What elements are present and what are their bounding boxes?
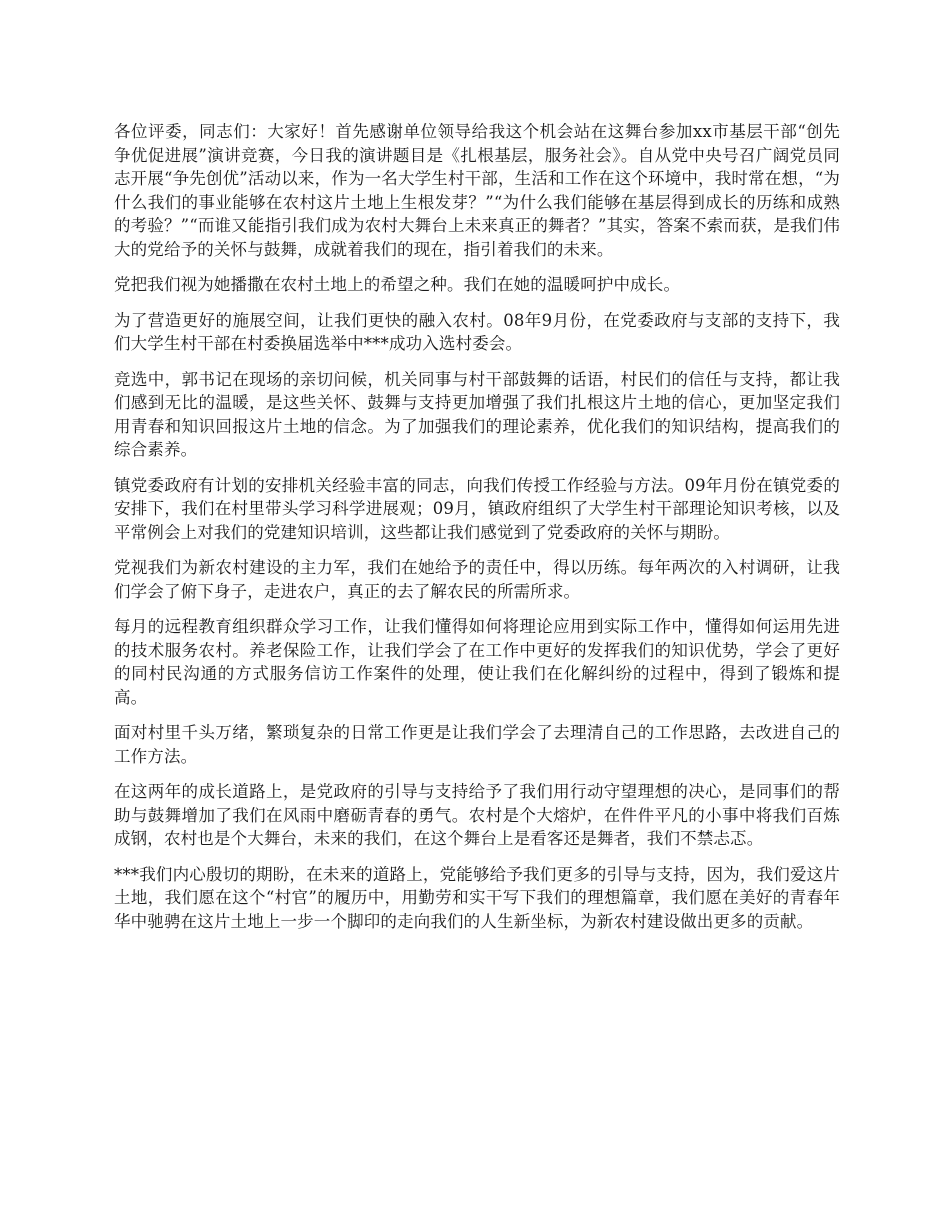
paragraph-3: 为了营造更好的施展空间，让我们更快的融入农村。08年9月份，在党委政府与支部的支持下，我们大学生村干部在村委换届选举中***成功入选村委会。 <box>114 310 840 353</box>
paragraph-7: 每月的远程教育组织群众学习工作，让我们懂得如何将理论应用到实际工作中，懂得如何运用先进的技术服务农村。养老保险工作，让我们学会了在工作中更好的发挥我们的知识优势，学会了更好的同村民沟通的方式服务信访工作案件的处理，使让我们在化解纠纷的过程中，得到了锻炼和提高。 <box>114 617 840 707</box>
paragraph-5: 镇党委政府有计划的安排机关经验丰富的同志，向我们传授工作经验与方法。09年月份在镇党委的安排下，我们在村里带头学习科学进展观；09月，镇政府组织了大学生村干部理论知识考核，以及平常例会上对我们的党建知识培训，这些都让我们感觉到了党委政府的关怀与期盼。 <box>114 475 840 542</box>
paragraph-1: 各位评委，同志们：大家好！首先感谢单位领导给我这个机会站在这舞台参加xx市基层干部“创先争优促进展”演讲竞赛，今日我的演讲题目是《扎根基层，服务社会》。自从党中央号召广阔党员同志开展“争先创优”活动以来，作为一名大学生村干部，生活和工作在这个环境中，我时常在想，“为什么我们的事业能够在农村这片土地上生根发芽？”“为什么我们能够在基层得到成长的历练和成熟的考验？”“而谁又能指引我们成为农村大舞台上未来真正的舞者？”其实，答案不索而获，是我们伟大的党给予的关怀与鼓舞，成就着我们的现在，指引着我们的未来。 <box>114 122 840 259</box>
document-page <box>114 120 840 945</box>
paragraph-9: 在这两年的成长道路上，是党政府的引导与支持给予了我们用行动守望理想的决心，是同事们的帮助与鼓舞增加了我们在风雨中磨砺青春的勇气。农村是个大熔炉，在件件平凡的小事中将我们百炼成钢，农村也是个大舞台，未来的我们，在这个舞台上是看客还是舞者，我们不禁忐忑。 <box>114 782 840 848</box>
paragraph-4: 竞选中，郭书记在现场的亲切问候，机关同事与村干部鼓舞的话语，村民们的信任与支持，都让我们感到无比的温暖，是这些关怀、鼓舞与支持更加增强了我们扎根这片土地的信心，更加坚定我们用青春和知识回报这片土地的信念。为了加强我们的理论素养，优化我们的知识结构，提高我们的综合素养。 <box>114 369 840 459</box>
paragraph-10: ***我们内心殷切的期盼，在未来的道路上，党能够给予我们更多的引导与支持，因为，我们爱这片土地，我们愿在这个“村官”的履历中，用勤劳和实干写下我们的理想篇章，我们愿在美好的青春年华中驰骋在这片土地上一步一个脚印的走向我们的人生新坐标，为新农村建设做出更多的贡献。 <box>114 864 840 931</box>
paragraph-2: 党把我们视为她播撒在农村土地上的希望之种。我们在她的温暖呵护中成长。 <box>114 275 681 294</box>
paragraph-8: 面对村里千头万绪，繁琐复杂的日常工作更是让我们学会了去理清自己的工作思路，去改进自己的工作方法。 <box>114 723 840 766</box>
paragraph-6: 党视我们为新农村建设的主力军，我们在她给予的责任中，得以历练。每年两次的入村调研，让我们学会了俯下身子，走进农户，真正的去了解农民的所需所求。 <box>114 558 840 601</box>
